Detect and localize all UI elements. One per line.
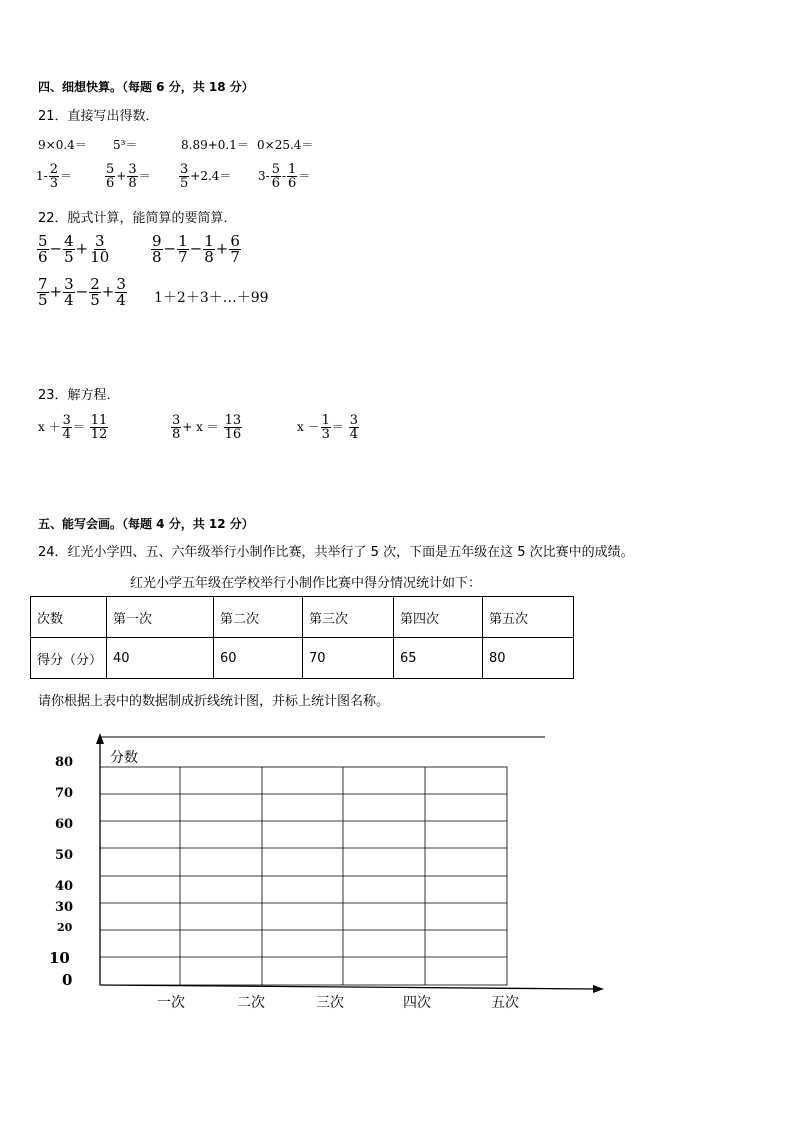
table-header-cell: 第二次 bbox=[214, 597, 303, 638]
q21-expr-5: 1- $\frac{2}{3}$ ＝ bbox=[36, 162, 72, 191]
x-tick-label: 一次 bbox=[157, 995, 185, 1011]
q21-expr-1: 9×0.4＝ bbox=[38, 138, 87, 152]
table-cell: 得分（分） bbox=[31, 638, 107, 679]
q21-label: 21．直接写出得数． bbox=[38, 109, 159, 124]
q23-equation-1: x ＋ $\frac{3}{4}$ ＝ $\frac{11}{12}$ bbox=[38, 413, 108, 442]
q22-expr-3: $\frac{7}{5}$ + $\frac{3}{4}$ − $\frac{2}{5}$ + $\frac{3}{4}$ bbox=[38, 275, 126, 309]
q22-label: 22．脱式计算，能简算的要简算． bbox=[38, 211, 237, 226]
q23-equation-3: x － $\frac{1}{3}$ ＝ $\frac{3}{4}$ bbox=[297, 413, 358, 442]
q21-expr-7: $\frac{3}{5}$ +2.4＝ bbox=[180, 162, 232, 191]
x-tick-label: 三次 bbox=[316, 995, 344, 1011]
section-4-title: 四、细想快算。（每题 6 分，共 18 分） bbox=[38, 80, 254, 94]
q23-label: 23．解方程． bbox=[38, 388, 120, 403]
q24-label: 24．红光小学四、五、六年级举行小制作比赛，共举行了 5 次，下面是五年级在这 5 次比赛中的成绩。 bbox=[38, 545, 634, 560]
section-5-title: 五、能写会画。（每题 4 分，共 12 分） bbox=[38, 517, 254, 531]
q22-expr-2: $\frac{9}{8}$ − $\frac{1}{7}$ − $\frac{1}{8}$ + $\frac{6}{7}$ bbox=[152, 232, 240, 266]
y-tick-label: 30 bbox=[55, 900, 74, 915]
x-axis-arrow-icon bbox=[593, 985, 604, 993]
x-tick-label: 四次 bbox=[403, 995, 431, 1011]
q22-expr-4: 1＋2＋3＋…＋99 bbox=[154, 290, 269, 306]
grid-lines bbox=[100, 767, 507, 985]
q21-expr-4: 0×25.4＝ bbox=[257, 138, 314, 152]
y-tick-label: 40 bbox=[55, 879, 74, 894]
table-title: 红光小学五年级在学校举行小制作比赛中得分情况统计如下： bbox=[130, 576, 482, 591]
y-tick-label: 70 bbox=[55, 786, 74, 801]
table-cell: 80 bbox=[483, 638, 574, 679]
q21-expr-8: 3- $\frac{5}{6}$ - $\frac{1}{6}$ ＝ bbox=[258, 162, 311, 191]
table-cell: 70 bbox=[303, 638, 394, 679]
y-axis-arrow-icon bbox=[96, 733, 104, 744]
y-tick-label: 60 bbox=[55, 817, 74, 832]
x-tick-label: 五次 bbox=[491, 995, 519, 1011]
y-tick-label: 20 bbox=[57, 921, 73, 934]
y-tick-label: 50 bbox=[55, 848, 74, 863]
table-header-cell: 第五次 bbox=[483, 597, 574, 638]
q21-expr-2: 5³＝ bbox=[113, 138, 138, 152]
y-tick-label: 10 bbox=[49, 949, 70, 967]
table-cell: 65 bbox=[394, 638, 483, 679]
table-cell: 60 bbox=[214, 638, 303, 679]
q22-expr-1: $\frac{5}{6}$ − $\frac{4}{5}$ + $\frac{3}{10}$ bbox=[38, 232, 110, 266]
q21-expr-6: $\frac{5}{6}$ + $\frac{3}{8}$ ＝ bbox=[106, 162, 151, 191]
table-header-cell: 第四次 bbox=[394, 597, 483, 638]
y-axis-label: 分数 bbox=[110, 750, 138, 766]
y-tick-label: 0 bbox=[62, 971, 73, 989]
y-tick-label: 80 bbox=[55, 755, 74, 770]
table-header-cell: 次数 bbox=[31, 597, 107, 638]
q21-expr-3: 8.89+0.1＝ bbox=[181, 138, 249, 152]
q23-equation-2: $\frac{3}{8}$ + x ＝ $\frac{13}{16}$ bbox=[172, 413, 242, 442]
table-header-cell: 第一次 bbox=[107, 597, 214, 638]
x-tick-label: 二次 bbox=[237, 995, 265, 1011]
x-axis bbox=[100, 985, 596, 989]
chart-instruction: 请你根据上表中的数据制成折线统计图，并标上统计图名称。 bbox=[38, 694, 390, 709]
table-cell: 40 bbox=[107, 638, 214, 679]
table-header-cell: 第三次 bbox=[303, 597, 394, 638]
